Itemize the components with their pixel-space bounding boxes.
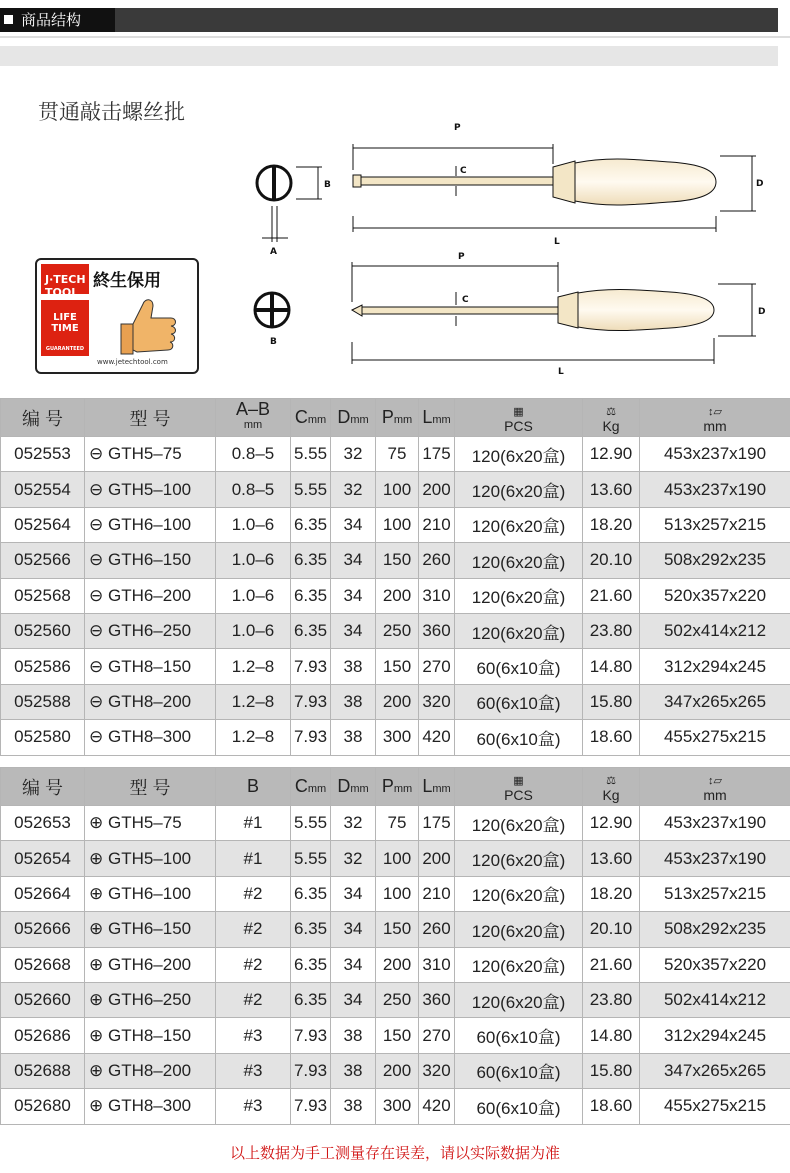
table-cell: 1.0–6 [216, 543, 291, 578]
table-cell: 1.0–6 [216, 578, 291, 613]
table-cell: 150 [376, 1018, 419, 1053]
table-row [1, 437, 790, 472]
table-row [1, 684, 790, 719]
table-cell: 120(6x20盒) [455, 982, 583, 1017]
table-cell: 0.8–5 [216, 437, 291, 472]
table-cell: 34 [331, 912, 376, 947]
table-cell: 34 [331, 543, 376, 578]
table-cell: 7.93 [291, 1089, 331, 1124]
lifetime-guarantee-badge [35, 258, 199, 374]
table-cell: ⊕ GTH6–150 [85, 912, 216, 947]
weight-icon: ⚖ [606, 405, 616, 418]
table-cell: 520x357x220 [640, 578, 790, 613]
table-cell: 32 [331, 472, 376, 507]
dim-c2-label: C [462, 295, 469, 305]
col-l: Lmm [419, 768, 455, 806]
dim-b-label: B [324, 180, 331, 190]
box-icon: ▦ [513, 774, 524, 787]
dimension-icon: ↕▱ [708, 405, 722, 418]
table-cell: 1.2–8 [216, 720, 291, 755]
table-cell: 175 [419, 806, 455, 841]
table-row [1, 720, 790, 755]
table-cell: 120(6x20盒) [455, 472, 583, 507]
table-cell: ⊕ GTH8–300 [85, 1089, 216, 1124]
table-cell: 38 [331, 684, 376, 719]
phillips-screwdriver [352, 289, 714, 330]
table-cell: 6.35 [291, 912, 331, 947]
col-b: B [216, 768, 291, 806]
table-cell: 18.60 [583, 1089, 640, 1124]
table-cell: #3 [216, 1018, 291, 1053]
table-cell: 32 [331, 806, 376, 841]
table-cell: 453x237x190 [640, 472, 790, 507]
table-cell: 052568 [1, 578, 85, 613]
table-cell: 100 [376, 472, 419, 507]
table-row [1, 982, 790, 1017]
table-cell: 453x237x190 [640, 841, 790, 876]
table-cell: 6.35 [291, 507, 331, 542]
table-cell: 15.80 [583, 684, 640, 719]
table-cell: 18.60 [583, 720, 640, 755]
table-cell: ⊕ GTH8–200 [85, 1053, 216, 1088]
dim-a-label: A [270, 247, 277, 257]
table-cell: 052560 [1, 613, 85, 648]
table-cell: 210 [419, 876, 455, 911]
dim-p-label: P [454, 123, 461, 133]
table-cell: 34 [331, 982, 376, 1017]
table-cell: 420 [419, 1089, 455, 1124]
table-cell: 1.2–8 [216, 649, 291, 684]
table-cell: 260 [419, 912, 455, 947]
table-cell: 310 [419, 578, 455, 613]
table-cell: 120(6x20盒) [455, 613, 583, 648]
table-cell: 20.10 [583, 912, 640, 947]
table-cell: 210 [419, 507, 455, 542]
table-cell: 300 [376, 1089, 419, 1124]
table-cell: 052660 [1, 982, 85, 1017]
table-cell: 120(6x20盒) [455, 437, 583, 472]
col-model: 型 号 [85, 768, 216, 806]
table-cell: 5.55 [291, 806, 331, 841]
table-cell: 455x275x215 [640, 720, 790, 755]
table-cell: 60(6x10盒) [455, 720, 583, 755]
table-row [1, 1053, 790, 1088]
table-cell: 200 [376, 1053, 419, 1088]
table-cell: #2 [216, 912, 291, 947]
table-cell: 420 [419, 720, 455, 755]
table-cell: 320 [419, 684, 455, 719]
table-cell: 453x237x190 [640, 806, 790, 841]
table-row [1, 472, 790, 507]
table-cell: ⊕ GTH8–150 [85, 1018, 216, 1053]
table-cell: 052653 [1, 806, 85, 841]
table-cell: #2 [216, 982, 291, 1017]
brand-logo: J·TECH TOOL [41, 264, 89, 294]
table-cell: 502x414x212 [640, 982, 790, 1017]
table-cell: 5.55 [291, 472, 331, 507]
table-cell: 120(6x20盒) [455, 507, 583, 542]
table-cell: 34 [331, 947, 376, 982]
slotted-spec-table [0, 398, 790, 756]
table-cell: 150 [376, 912, 419, 947]
table-cell: 052680 [1, 1089, 85, 1124]
table-cell: ⊖ GTH5–100 [85, 472, 216, 507]
table-cell: 18.20 [583, 507, 640, 542]
table-cell: ⊖ GTH8–200 [85, 684, 216, 719]
table-cell: 38 [331, 720, 376, 755]
col-pcs: ▦ PCS [455, 399, 583, 437]
col-d: Dmm [331, 399, 376, 437]
table-row [1, 876, 790, 911]
table-cell: 21.60 [583, 578, 640, 613]
table-cell: 312x294x245 [640, 1018, 790, 1053]
table-cell: 32 [331, 437, 376, 472]
table-cell: 052686 [1, 1018, 85, 1053]
table-cell: #2 [216, 876, 291, 911]
table-cell: 6.35 [291, 947, 331, 982]
table-cell: 513x257x215 [640, 507, 790, 542]
table-cell: 38 [331, 1053, 376, 1088]
col-p: Pmm [376, 399, 419, 437]
table-cell: 310 [419, 947, 455, 982]
table-cell: ⊕ GTH6–200 [85, 947, 216, 982]
col-d: Dmm [331, 768, 376, 806]
dim-b2-label: B [270, 337, 277, 347]
col-pcs: ▦ PCS [455, 768, 583, 806]
table-cell: 0.8–5 [216, 472, 291, 507]
table-cell: 052588 [1, 684, 85, 719]
table-row [1, 841, 790, 876]
table-row [1, 578, 790, 613]
grey-band [0, 46, 778, 66]
col-ab: A–B mm [216, 399, 291, 437]
table-cell: 1.0–6 [216, 507, 291, 542]
phillips-spec-table [0, 767, 790, 1125]
col-c: Cmm [291, 768, 331, 806]
section-title: 商品结构 [21, 11, 82, 29]
table-row [1, 613, 790, 648]
table-cell: 520x357x220 [640, 947, 790, 982]
dim-c-label: C [460, 166, 467, 176]
table-cell: 60(6x10盒) [455, 1018, 583, 1053]
table-cell: ⊕ GTH5–100 [85, 841, 216, 876]
col-code: 编 号 [1, 399, 85, 437]
table-cell: 60(6x10盒) [455, 684, 583, 719]
table-cell: ⊖ GTH8–150 [85, 649, 216, 684]
table-cell: 250 [376, 613, 419, 648]
table-cell: 60(6x10盒) [455, 649, 583, 684]
table-cell: ⊕ GTH6–250 [85, 982, 216, 1017]
table-row [1, 507, 790, 542]
table-cell: #2 [216, 947, 291, 982]
table-cell: ⊖ GTH5–75 [85, 437, 216, 472]
table-cell: 12.90 [583, 437, 640, 472]
table-cell: 6.35 [291, 982, 331, 1017]
box-icon: ▦ [513, 405, 524, 418]
table-cell: 052688 [1, 1053, 85, 1088]
table-cell: 120(6x20盒) [455, 876, 583, 911]
table-cell: 120(6x20盒) [455, 543, 583, 578]
table-cell: 20.10 [583, 543, 640, 578]
table-cell: ⊕ GTH6–100 [85, 876, 216, 911]
phillips-tip-icon [255, 293, 289, 327]
section-header-tab [0, 8, 115, 32]
table-cell: 32 [331, 841, 376, 876]
section-header-bar [0, 8, 778, 32]
table-cell: 052664 [1, 876, 85, 911]
table-cell: 13.60 [583, 472, 640, 507]
table-cell: 200 [376, 578, 419, 613]
table-cell: 120(6x20盒) [455, 947, 583, 982]
table-cell: 6.35 [291, 578, 331, 613]
table-cell: 12.90 [583, 806, 640, 841]
divider [0, 36, 790, 38]
table-cell: 1.2–8 [216, 684, 291, 719]
table-cell: 052553 [1, 437, 85, 472]
table-cell: 200 [419, 841, 455, 876]
table-row [1, 543, 790, 578]
dim-d2-label: D [758, 307, 766, 317]
table-cell: 13.60 [583, 841, 640, 876]
slotted-screwdriver [353, 159, 716, 205]
table-cell: 052580 [1, 720, 85, 755]
table-cell: 14.80 [583, 649, 640, 684]
table-cell: 150 [376, 543, 419, 578]
table-cell: 360 [419, 613, 455, 648]
table-cell: 270 [419, 649, 455, 684]
badge-url: www.jetechtool.com [97, 358, 168, 366]
table-cell: 120(6x20盒) [455, 578, 583, 613]
table-cell: 34 [331, 578, 376, 613]
table-cell: 453x237x190 [640, 437, 790, 472]
table-cell: 6.35 [291, 876, 331, 911]
badge-slogan: 終生保用 [93, 271, 161, 291]
table-header-row [1, 399, 790, 437]
table-cell: ⊖ GTH6–150 [85, 543, 216, 578]
table-cell: 7.93 [291, 1018, 331, 1053]
col-c: Cmm [291, 399, 331, 437]
table-cell: 34 [331, 507, 376, 542]
table-row [1, 649, 790, 684]
product-title: 贯通敲击螺丝批 [38, 100, 185, 124]
table-cell: 23.80 [583, 613, 640, 648]
table-cell: 6.35 [291, 613, 331, 648]
table-cell: ⊖ GTH8–300 [85, 720, 216, 755]
table-row [1, 806, 790, 841]
table-cell: 052654 [1, 841, 85, 876]
table-cell: 513x257x215 [640, 876, 790, 911]
table-cell: 455x275x215 [640, 1089, 790, 1124]
col-size: ↕▱ mm [640, 768, 790, 806]
table-cell: 100 [376, 876, 419, 911]
table-cell: 360 [419, 982, 455, 1017]
table-cell: 15.80 [583, 1053, 640, 1088]
table-cell: 38 [331, 1018, 376, 1053]
table-cell: ⊕ GTH5–75 [85, 806, 216, 841]
table-cell: 175 [419, 437, 455, 472]
col-kg: ⚖ Kg [583, 399, 640, 437]
square-icon [4, 15, 13, 24]
table-cell: 100 [376, 841, 419, 876]
table-row [1, 1089, 790, 1124]
dim-l2-label: L [558, 367, 564, 377]
dim-d-label: D [756, 179, 764, 189]
table-cell: 200 [419, 472, 455, 507]
table-cell: 75 [376, 437, 419, 472]
table-cell: 260 [419, 543, 455, 578]
lifetime-label: LIFE TIME GUARANTEED [41, 300, 89, 356]
table-cell: 1.0–6 [216, 613, 291, 648]
table-cell: 052666 [1, 912, 85, 947]
col-model: 型 号 [85, 399, 216, 437]
table-cell: 60(6x10盒) [455, 1089, 583, 1124]
table-cell: 052586 [1, 649, 85, 684]
table-cell: 18.20 [583, 876, 640, 911]
table-cell: 7.93 [291, 720, 331, 755]
table-cell: 34 [331, 876, 376, 911]
table-cell: 300 [376, 720, 419, 755]
weight-icon: ⚖ [606, 774, 616, 787]
table-cell: 508x292x235 [640, 912, 790, 947]
table-cell: 250 [376, 982, 419, 1017]
table-cell: 052566 [1, 543, 85, 578]
col-l: Lmm [419, 399, 455, 437]
table-cell: 14.80 [583, 1018, 640, 1053]
table-header-row [1, 768, 790, 806]
thumbs-up-icon [113, 294, 179, 356]
table-cell: 6.35 [291, 543, 331, 578]
table-cell: 5.55 [291, 437, 331, 472]
table-cell: 38 [331, 649, 376, 684]
table-cell: 150 [376, 649, 419, 684]
table-cell: #1 [216, 841, 291, 876]
table-cell: #1 [216, 806, 291, 841]
table-cell: 7.93 [291, 684, 331, 719]
table-cell: 312x294x245 [640, 649, 790, 684]
table-cell: #3 [216, 1089, 291, 1124]
table-cell: 320 [419, 1053, 455, 1088]
table-cell: 34 [331, 613, 376, 648]
table-cell: #3 [216, 1053, 291, 1088]
table-cell: 100 [376, 507, 419, 542]
table-cell: 052554 [1, 472, 85, 507]
table-cell: 270 [419, 1018, 455, 1053]
col-p: Pmm [376, 768, 419, 806]
table-cell: 21.60 [583, 947, 640, 982]
table-row [1, 947, 790, 982]
table-cell: 052564 [1, 507, 85, 542]
col-code: 编 号 [1, 768, 85, 806]
table-cell: 502x414x212 [640, 613, 790, 648]
section-header [0, 0, 790, 38]
table-cell: 5.55 [291, 841, 331, 876]
table-cell: ⊖ GTH6–250 [85, 613, 216, 648]
table-cell: 7.93 [291, 1053, 331, 1088]
table-cell: 120(6x20盒) [455, 912, 583, 947]
dimension-icon: ↕▱ [708, 774, 722, 787]
table-cell: 120(6x20盒) [455, 806, 583, 841]
table-cell: 38 [331, 1089, 376, 1124]
col-size: ↕▱ mm [640, 399, 790, 437]
table-cell: 7.93 [291, 649, 331, 684]
table-cell: 200 [376, 947, 419, 982]
table-cell: ⊖ GTH6–200 [85, 578, 216, 613]
table-cell: 508x292x235 [640, 543, 790, 578]
table-cell: 75 [376, 806, 419, 841]
table-cell: 60(6x10盒) [455, 1053, 583, 1088]
footer-note: 以上数据为手工测量存在误差，请以实际数据为准 [229, 1144, 560, 1162]
table-cell: 23.80 [583, 982, 640, 1017]
table-row [1, 1018, 790, 1053]
dim-p2-label: P [458, 252, 465, 262]
table-cell: ⊖ GTH6–100 [85, 507, 216, 542]
col-kg: ⚖ Kg [583, 768, 640, 806]
table-cell: 347x265x265 [640, 684, 790, 719]
table-cell: 052668 [1, 947, 85, 982]
table-cell: 200 [376, 684, 419, 719]
table-cell: 347x265x265 [640, 1053, 790, 1088]
table-cell: 120(6x20盒) [455, 841, 583, 876]
dim-l-label: L [554, 237, 560, 247]
table-row [1, 912, 790, 947]
slotted-tip-icon [257, 166, 291, 200]
